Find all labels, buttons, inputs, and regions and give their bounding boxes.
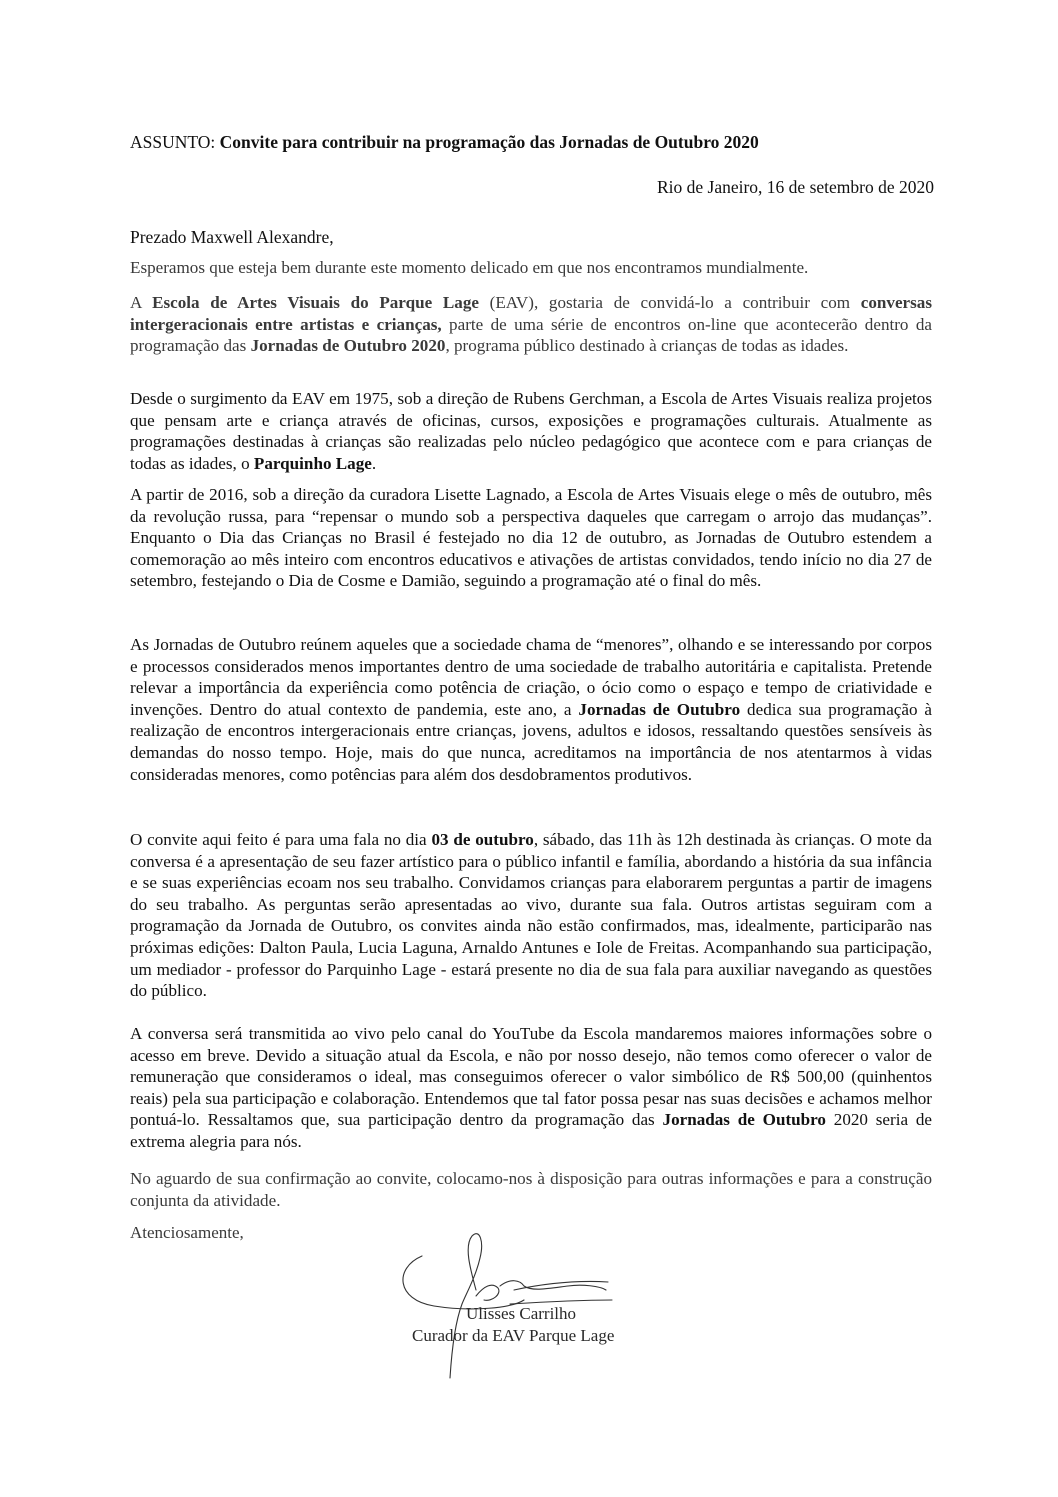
subject-line [130,131,759,153]
paragraph-6-text-1: O convite aqui feito é para uma fala no dia [130,830,432,849]
paragraph-7 [130,1023,932,1153]
event-name: Jornadas de Outubro 2020 [250,336,446,356]
paragraph-4: A partir de 2016, sob a direção da curadora Lisette Lagnado, a Escola de Artes Visuais elege o mês de outubro, mês da revolução russa, para “repensar o mundo sob a perspectiva daqueles que carregam o arrojo das mudanças”. Enquanto o Dia das Crianças no Brasil é festejado no dia 12 de outubro, as Jornadas de Outubro estendem a comemoração ao mês inteiro com encontros educativos e ativações de artistas convidados, tendo início no dia 27 de setembro, festejando o Dia de Cosme e Damião, seguindo a programação até o final do mês. [130,485,932,591]
paragraph-5-text-1: As Jornadas de Outubro reúnem aqueles que a sociedade chama de “menores”, olhando e se interessando por corpos e processos considerados menos importantes dentro de uma sociedade de trabalho autoritária e capitalista. Pretende relevar a importância da experiência como potência de criação, o ócio como o espaço e tempo de criatividade e invenções. Dentro do atual contexto de pandemia, este ano, a [130,635,932,719]
paragraph-5-text-2: dedica sua programação à realização de encontros intergeracionais entre crianças, jovens, adultos e idosos, ressaltando questões sensíveis às demandas do nosso tempo. Hoje, mais do que nunca, acreditamos na importância de nos atentarmos à vidas consideradas menores, como potências para além dos desdobramentos produtivos. [130,699,933,784]
subject-label: ASSUNTO: [130,132,216,152]
paragraph-2-text-3: parte de uma série de encontros on-line que acontecerão dentro da programação das [130,314,932,356]
paragraph-2-text-1: A [130,293,153,312]
paragraph-7-text-1: A conversa será transmitida ao vivo pelo canal do YouTube da Escola mandaremos maiores informações sobre o acesso em breve. Devido a situação atual da Escola, e não por nosso desejo, não temos como oferecer o valor de remuneração que consideramos o ideal, mas conseguimos oferecer o valor simbólico de R$ 500,00 (quinhentos reais) pela sua participação e colaboração. Entendemos que tal fator possa pesar nas suas decisões e achamos melhor pontuá-lo. Ressaltamos que, sua participação dentro da programação das [130,1024,932,1130]
paragraph-6 [130,829,932,1002]
parquinho-lage: Parquinho Lage [253,453,372,473]
paragraph-2 [130,292,932,357]
paragraph-2-text-4: , programa público destinado à crianças de todas as idades. [445,336,849,356]
paragraph-1: Esperamos que esteja bem durante este momento delicado em que nos encontramos mundialmente. [130,258,809,277]
paragraph-2-text-2: (EAV), gostaria de convidá-lo a contribuir com [478,293,861,312]
paragraph-5 [130,634,932,785]
salutation: Prezado Maxwell Alexandre, [130,227,334,247]
paragraph-7-text-2: 2020 seria de extrema alegria para nós. [130,1110,932,1151]
subject-text: Convite para contribuir na programação das Jornadas de Outubro 2020 [219,132,759,152]
letter-date: Rio de Janeiro, 16 de setembro de 2020 [656,177,934,197]
paragraph-5-bold-1: Jornadas de Outubro [578,699,741,719]
closing: Atenciosamente, [130,1223,244,1242]
signatory-title: Curador da EAV Parque Lage [412,1326,615,1345]
school-name: Escola de Artes Visuais do Parque Lage [152,293,479,312]
paragraph-8: No aguardo de sua confirmação ao convite, colocamo-nos à disposição para outras informações e para a construção conjunta da atividade. [130,1169,932,1210]
event-date: 03 de outubro [431,830,534,849]
paragraph-3-text-2: . [371,453,377,473]
signatory-name: Ulisses Carrilho [466,1304,577,1323]
paragraph-3 [130,388,932,474]
paragraph-7-bold-1: Jornadas de Outubro [662,1110,826,1130]
paragraph-2-bold-2: conversas intergeracionais entre artistas e crianças, [130,293,932,334]
paragraph-6-text-2: , sábado, das 11h às 12h destinada às crianças. O mote da conversa é a apresentação de seu fazer artístico para o público infantil e família, abordando a história da sua infância e se suas experiências ecoam nos seu trabalho. Convidamos crianças para elaborarem perguntas a partir de imagens do seu trabalho. As perguntas serão apresentadas ao vivo, durante sua fala. Outros artistas seguiram com a programação da Jornada de Outubro, os convites ainda não estão confirmados, mas, idealmente, participarão nas próximas edições: Dalton Paula, Lucia Laguna, Arnaldo Antunes e Iole de Freitas. Acompanhando sua participação, um mediador - professor do Parquinho Lage - estará presente no dia de sua fala para auxiliar navegando as questões do público. [130,830,933,1001]
paragraph-3-text-1: Desde o surgimento da EAV em 1975, sob a direção de Rubens Gerchman, a Escola de Artes Visuais realiza projetos que pensam arte e criança através de oficinas, cursos, exposições e programações culturais. Atualmente as programações destinadas à crianças são realizadas pelo núcleo pedagógico que acontece com e para crianças de todas as idades, o [130,389,932,473]
